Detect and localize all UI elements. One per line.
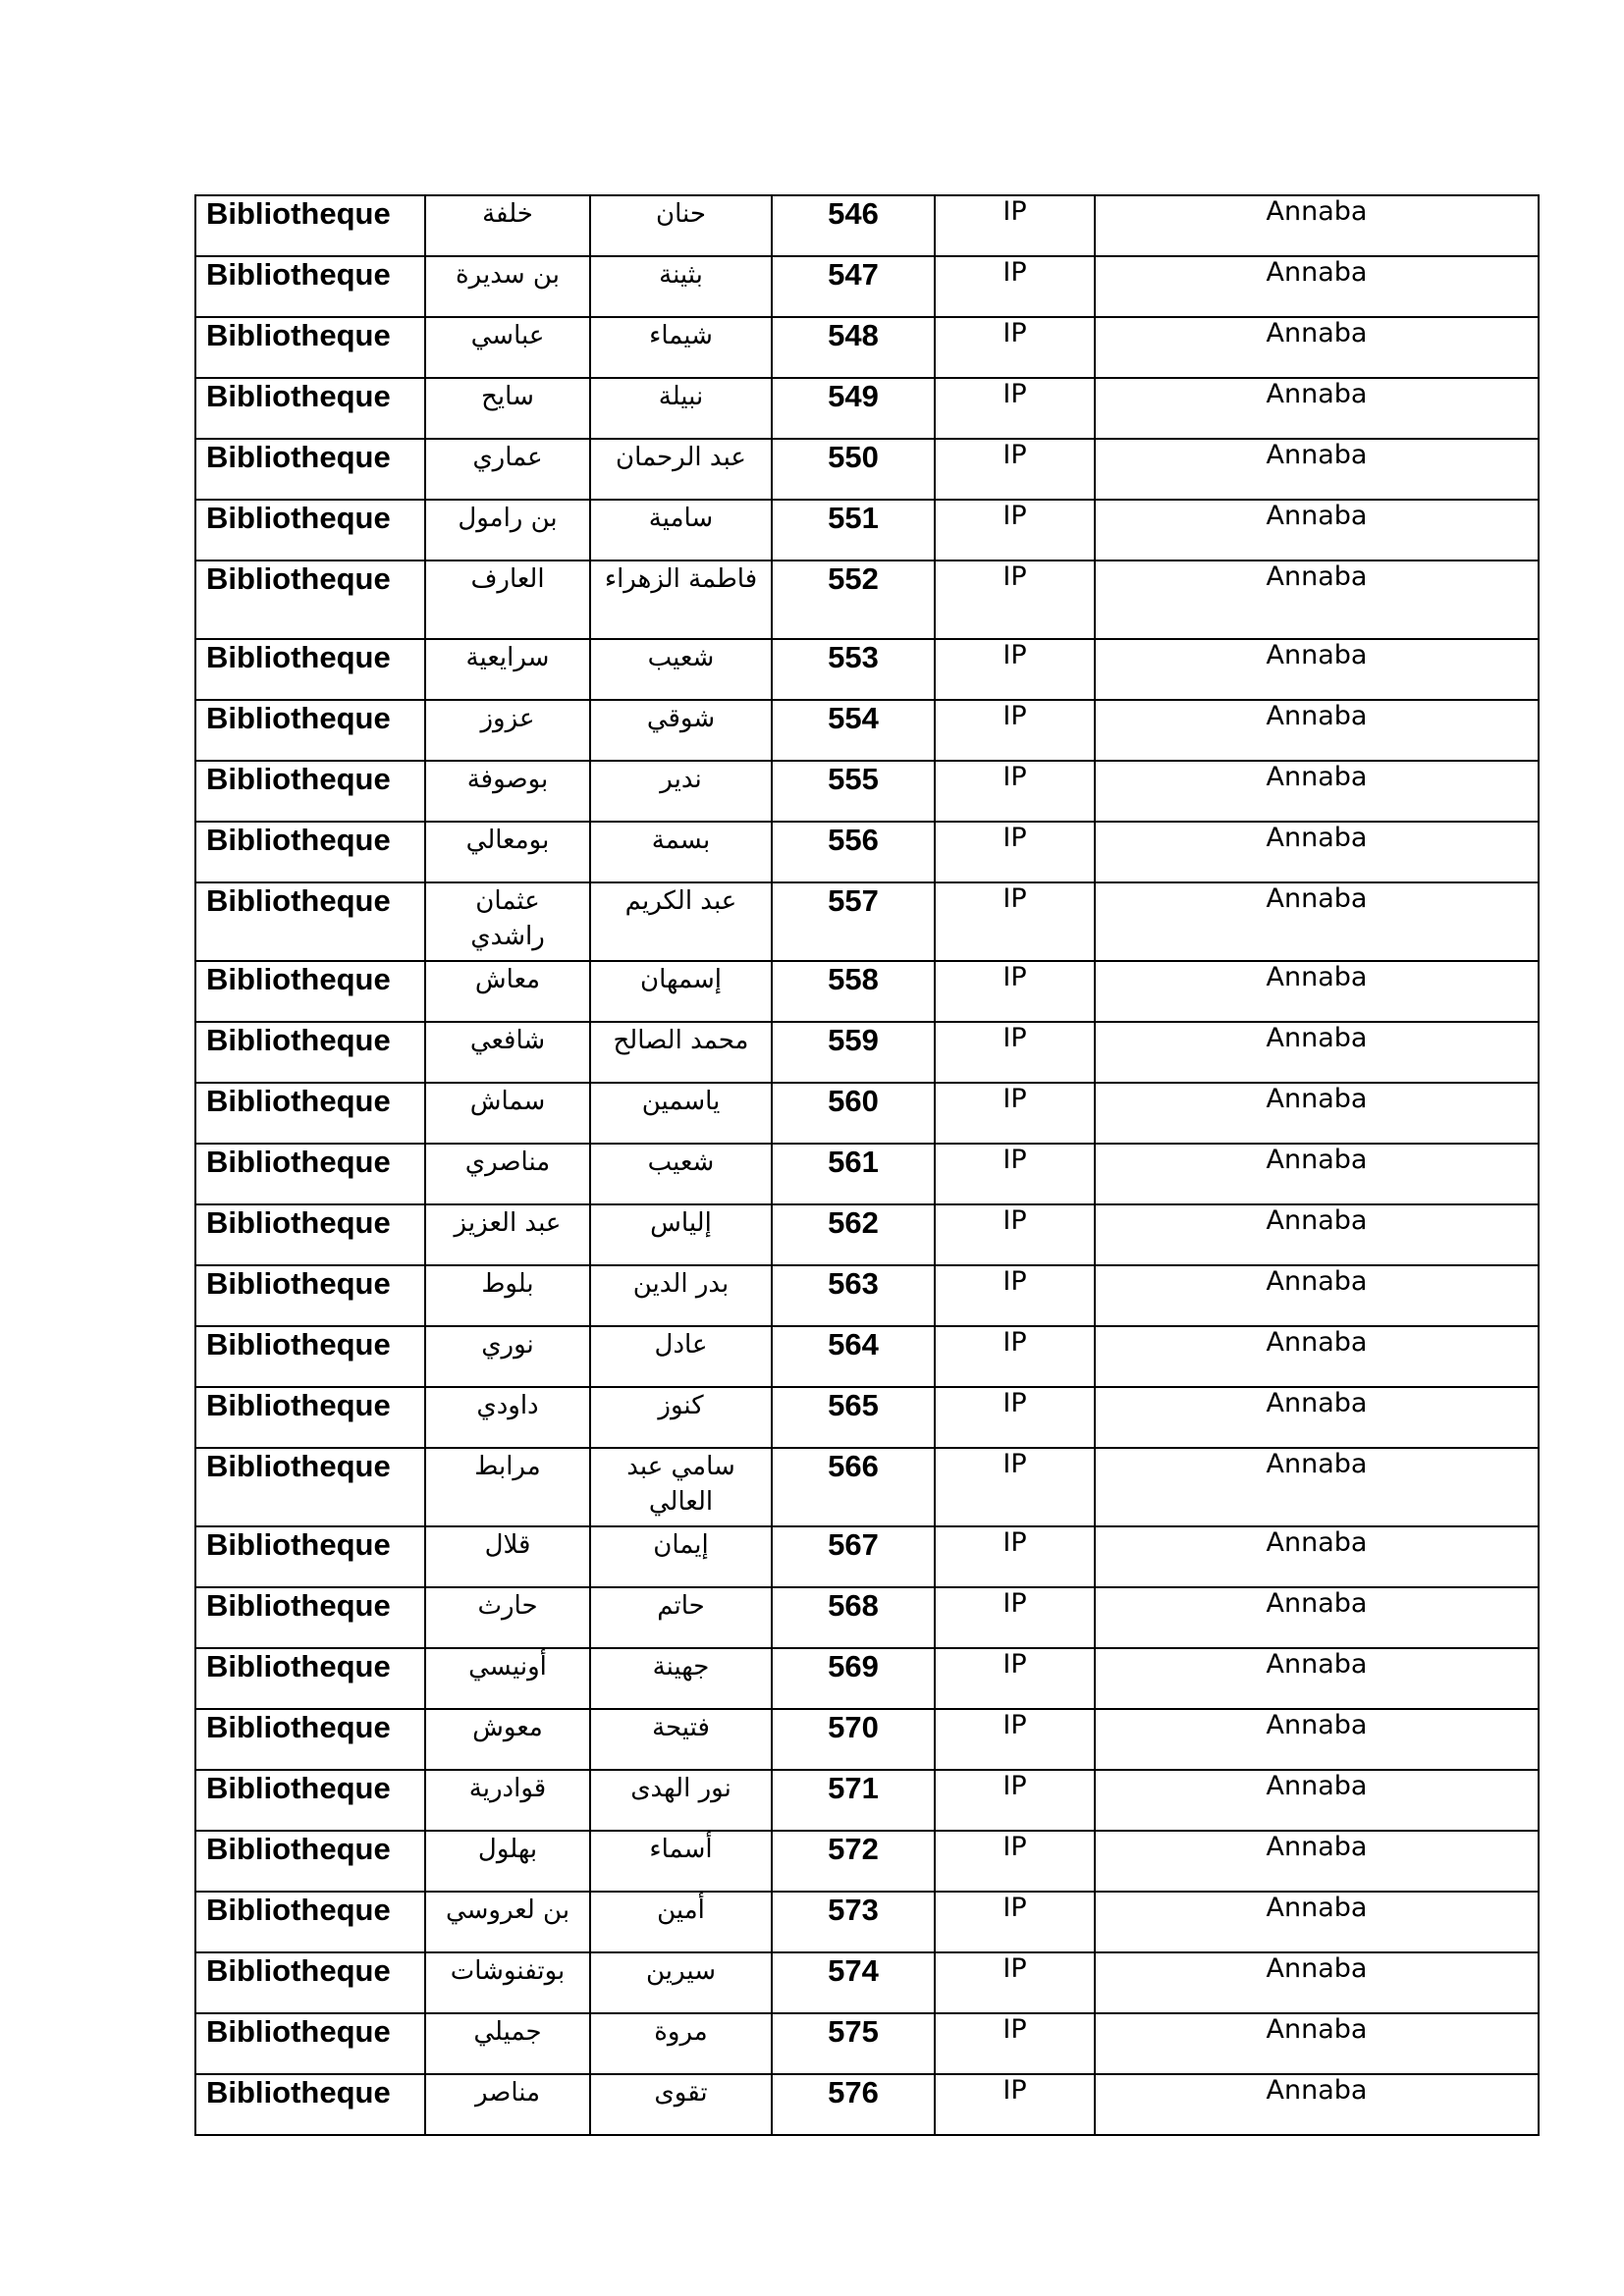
row-last-name-cell: داودي [425,1387,590,1448]
row-first-name-cell: إلياس [590,1204,772,1265]
row-city-cell: Annaba [1095,700,1539,761]
row-number-cell: 572 [772,1831,935,1892]
row-last-name-cell: مناصري [425,1144,590,1204]
row-city-cell: Annaba [1095,2074,1539,2135]
row-first-name-cell: مروة [590,2013,772,2074]
row-number-cell: 558 [772,961,935,1022]
row-number-cell: 575 [772,2013,935,2074]
row-city-cell: Annaba [1095,1204,1539,1265]
table-row [195,1770,1539,1831]
row-city-cell: Annaba [1095,1448,1539,1526]
row-type-cell: Bibliotheque [195,195,425,256]
table-row [195,1448,1539,1526]
row-first-name-cell: عبد الرحمان [590,439,772,500]
row-code-cell: IP [935,639,1095,700]
table-row [195,1204,1539,1265]
row-last-name-cell: شافعي [425,1022,590,1083]
row-city-cell: Annaba [1095,1022,1539,1083]
row-last-name-cell: خلفة [425,195,590,256]
row-city-cell: Annaba [1095,439,1539,500]
row-number-cell: 546 [772,195,935,256]
row-type-cell: Bibliotheque [195,1083,425,1144]
row-first-name-cell: أمين [590,1892,772,1952]
row-first-name-cell: بدر الدين [590,1265,772,1326]
row-last-name-cell: بومعالي [425,822,590,882]
row-city-cell: Annaba [1095,1587,1539,1648]
row-code-cell: IP [935,1204,1095,1265]
row-code-cell: IP [935,1083,1095,1144]
table-row [195,2074,1539,2135]
row-type-cell: Bibliotheque [195,1022,425,1083]
row-last-name-cell: سرايعية [425,639,590,700]
table-row [195,256,1539,317]
table-row [195,1144,1539,1204]
row-city-cell: Annaba [1095,1387,1539,1448]
row-last-name-cell: بهلول [425,1831,590,1892]
row-city-cell: Annaba [1095,1648,1539,1709]
table-row [195,639,1539,700]
table-row [195,1326,1539,1387]
table-row [195,882,1539,961]
row-number-cell: 574 [772,1952,935,2013]
row-city-cell: Annaba [1095,1831,1539,1892]
table-row [195,195,1539,256]
row-type-cell: Bibliotheque [195,1770,425,1831]
row-city-cell: Annaba [1095,961,1539,1022]
table-row [195,1831,1539,1892]
row-number-cell: 576 [772,2074,935,2135]
table-row [195,700,1539,761]
table-row [195,500,1539,561]
row-first-name-cell: عبد الكريم [590,882,772,961]
row-type-cell: Bibliotheque [195,1265,425,1326]
row-first-name-cell: سامية [590,500,772,561]
row-first-name-cell: تقوى [590,2074,772,2135]
row-number-cell: 561 [772,1144,935,1204]
row-first-name-cell: جهينة [590,1648,772,1709]
row-city-cell: Annaba [1095,317,1539,378]
row-last-name-cell: عزوز [425,700,590,761]
row-first-name-cell: شوقي [590,700,772,761]
row-type-cell: Bibliotheque [195,2013,425,2074]
row-code-cell: IP [935,256,1095,317]
row-city-cell: Annaba [1095,761,1539,822]
row-number-cell: 562 [772,1204,935,1265]
row-first-name-cell: شعيب [590,639,772,700]
row-code-cell: IP [935,195,1095,256]
row-code-cell: IP [935,961,1095,1022]
row-number-cell: 570 [772,1709,935,1770]
row-first-name-cell: ياسمين [590,1083,772,1144]
row-city-cell: Annaba [1095,378,1539,439]
row-first-name-cell: نور الهدى [590,1770,772,1831]
row-number-cell: 559 [772,1022,935,1083]
row-type-cell: Bibliotheque [195,1831,425,1892]
row-code-cell: IP [935,1265,1095,1326]
row-number-cell: 567 [772,1526,935,1587]
row-code-cell: IP [935,439,1095,500]
row-number-cell: 569 [772,1648,935,1709]
row-last-name-cell: قوادرية [425,1770,590,1831]
table-row [195,761,1539,822]
table-row [195,317,1539,378]
row-type-cell: Bibliotheque [195,378,425,439]
row-number-cell: 568 [772,1587,935,1648]
row-last-name-cell: حارث [425,1587,590,1648]
row-city-cell: Annaba [1095,1709,1539,1770]
row-type-cell: Bibliotheque [195,1648,425,1709]
table-row [195,822,1539,882]
row-code-cell: IP [935,1022,1095,1083]
row-number-cell: 563 [772,1265,935,1326]
roster-table-body [195,195,1539,2135]
row-code-cell: IP [935,761,1095,822]
row-last-name-cell: جميلي [425,2013,590,2074]
row-code-cell: IP [935,1587,1095,1648]
row-last-name-cell: بن رامول [425,500,590,561]
row-code-cell: IP [935,1709,1095,1770]
table-row [195,1083,1539,1144]
row-type-cell: Bibliotheque [195,1204,425,1265]
row-number-cell: 557 [772,882,935,961]
row-type-cell: Bibliotheque [195,1144,425,1204]
row-code-cell: IP [935,500,1095,561]
row-city-cell: Annaba [1095,822,1539,882]
table-row [195,1952,1539,2013]
row-type-cell: Bibliotheque [195,500,425,561]
row-city-cell: Annaba [1095,561,1539,639]
row-number-cell: 549 [772,378,935,439]
roster-table [194,194,1540,2136]
row-number-cell: 571 [772,1770,935,1831]
row-last-name-cell: عبد العزيز [425,1204,590,1265]
row-code-cell: IP [935,1648,1095,1709]
row-code-cell: IP [935,2074,1095,2135]
row-type-cell: Bibliotheque [195,256,425,317]
row-type-cell: Bibliotheque [195,317,425,378]
table-row [195,561,1539,639]
row-type-cell: Bibliotheque [195,2074,425,2135]
row-code-cell: IP [935,1770,1095,1831]
row-first-name-cell: إسمهان [590,961,772,1022]
row-last-name-cell: سماش [425,1083,590,1144]
row-type-cell: Bibliotheque [195,1952,425,2013]
row-number-cell: 565 [772,1387,935,1448]
row-type-cell: Bibliotheque [195,439,425,500]
row-number-cell: 573 [772,1892,935,1952]
row-number-cell: 551 [772,500,935,561]
table-row [195,1587,1539,1648]
row-type-cell: Bibliotheque [195,1526,425,1587]
row-city-cell: Annaba [1095,1770,1539,1831]
row-number-cell: 550 [772,439,935,500]
row-code-cell: IP [935,822,1095,882]
row-code-cell: IP [935,1952,1095,2013]
table-row [195,1265,1539,1326]
row-type-cell: Bibliotheque [195,1326,425,1387]
row-city-cell: Annaba [1095,1144,1539,1204]
row-type-cell: Bibliotheque [195,1387,425,1448]
row-type-cell: Bibliotheque [195,961,425,1022]
row-last-name-cell: بوصوفة [425,761,590,822]
row-code-cell: IP [935,1526,1095,1587]
row-type-cell: Bibliotheque [195,761,425,822]
row-code-cell: IP [935,1831,1095,1892]
row-type-cell: Bibliotheque [195,1587,425,1648]
row-last-name-cell: عباسي [425,317,590,378]
table-row [195,1387,1539,1448]
row-code-cell: IP [935,1892,1095,1952]
table-row [195,378,1539,439]
row-last-name-cell: أونيسي [425,1648,590,1709]
row-first-name-cell: محمد الصالح [590,1022,772,1083]
row-last-name-cell: نوري [425,1326,590,1387]
row-type-cell: Bibliotheque [195,561,425,639]
row-first-name-cell: نبيلة [590,378,772,439]
row-number-cell: 555 [772,761,935,822]
row-type-cell: Bibliotheque [195,639,425,700]
row-first-name-cell: فاطمة الزهراء [590,561,772,639]
row-number-cell: 564 [772,1326,935,1387]
row-last-name-cell: بن لعروسي [425,1892,590,1952]
row-first-name-cell: ندير [590,761,772,822]
row-type-cell: Bibliotheque [195,822,425,882]
row-last-name-cell: مرابط [425,1448,590,1526]
table-row [195,1022,1539,1083]
row-last-name-cell: بن سديرة [425,256,590,317]
row-type-cell: Bibliotheque [195,1892,425,1952]
row-city-cell: Annaba [1095,1892,1539,1952]
row-code-cell: IP [935,317,1095,378]
row-number-cell: 553 [772,639,935,700]
row-type-cell: Bibliotheque [195,1709,425,1770]
table-row [195,1526,1539,1587]
row-city-cell: Annaba [1095,639,1539,700]
table-row [195,1709,1539,1770]
row-city-cell: Annaba [1095,1265,1539,1326]
row-number-cell: 547 [772,256,935,317]
row-number-cell: 556 [772,822,935,882]
row-number-cell: 548 [772,317,935,378]
table-row [195,2013,1539,2074]
row-last-name-cell: العارف [425,561,590,639]
row-first-name-cell: إيمان [590,1526,772,1587]
row-city-cell: Annaba [1095,1326,1539,1387]
row-code-cell: IP [935,378,1095,439]
row-last-name-cell: بوتفنوشات [425,1952,590,2013]
row-type-cell: Bibliotheque [195,1448,425,1526]
row-city-cell: Annaba [1095,195,1539,256]
row-code-cell: IP [935,700,1095,761]
table-row [195,1648,1539,1709]
row-number-cell: 554 [772,700,935,761]
row-first-name-cell: سامي عبد العالي [590,1448,772,1526]
row-code-cell: IP [935,1144,1095,1204]
row-last-name-cell: مناصر [425,2074,590,2135]
row-last-name-cell: قلال [425,1526,590,1587]
row-code-cell: IP [935,2013,1095,2074]
row-first-name-cell: شيماء [590,317,772,378]
row-last-name-cell: عثمان راشدي [425,882,590,961]
row-code-cell: IP [935,882,1095,961]
row-last-name-cell: معوش [425,1709,590,1770]
row-first-name-cell: شعيب [590,1144,772,1204]
row-last-name-cell: معاش [425,961,590,1022]
row-last-name-cell: عماري [425,439,590,500]
row-number-cell: 552 [772,561,935,639]
row-city-cell: Annaba [1095,256,1539,317]
row-first-name-cell: بسمة [590,822,772,882]
row-city-cell: Annaba [1095,2013,1539,2074]
row-type-cell: Bibliotheque [195,882,425,961]
table-row [195,439,1539,500]
row-city-cell: Annaba [1095,500,1539,561]
row-code-cell: IP [935,561,1095,639]
row-last-name-cell: سايح [425,378,590,439]
row-number-cell: 566 [772,1448,935,1526]
table-row [195,1892,1539,1952]
row-type-cell: Bibliotheque [195,700,425,761]
row-code-cell: IP [935,1387,1095,1448]
row-city-cell: Annaba [1095,1526,1539,1587]
row-city-cell: Annaba [1095,882,1539,961]
row-first-name-cell: كنوز [590,1387,772,1448]
row-first-name-cell: حنان [590,195,772,256]
row-code-cell: IP [935,1448,1095,1526]
row-first-name-cell: أسماء [590,1831,772,1892]
row-first-name-cell: سيرين [590,1952,772,2013]
row-number-cell: 560 [772,1083,935,1144]
row-first-name-cell: فتيحة [590,1709,772,1770]
row-code-cell: IP [935,1326,1095,1387]
row-first-name-cell: بثينة [590,256,772,317]
table-row [195,961,1539,1022]
row-last-name-cell: بلوط [425,1265,590,1326]
row-first-name-cell: حاتم [590,1587,772,1648]
row-first-name-cell: عادل [590,1326,772,1387]
row-city-cell: Annaba [1095,1083,1539,1144]
row-city-cell: Annaba [1095,1952,1539,2013]
